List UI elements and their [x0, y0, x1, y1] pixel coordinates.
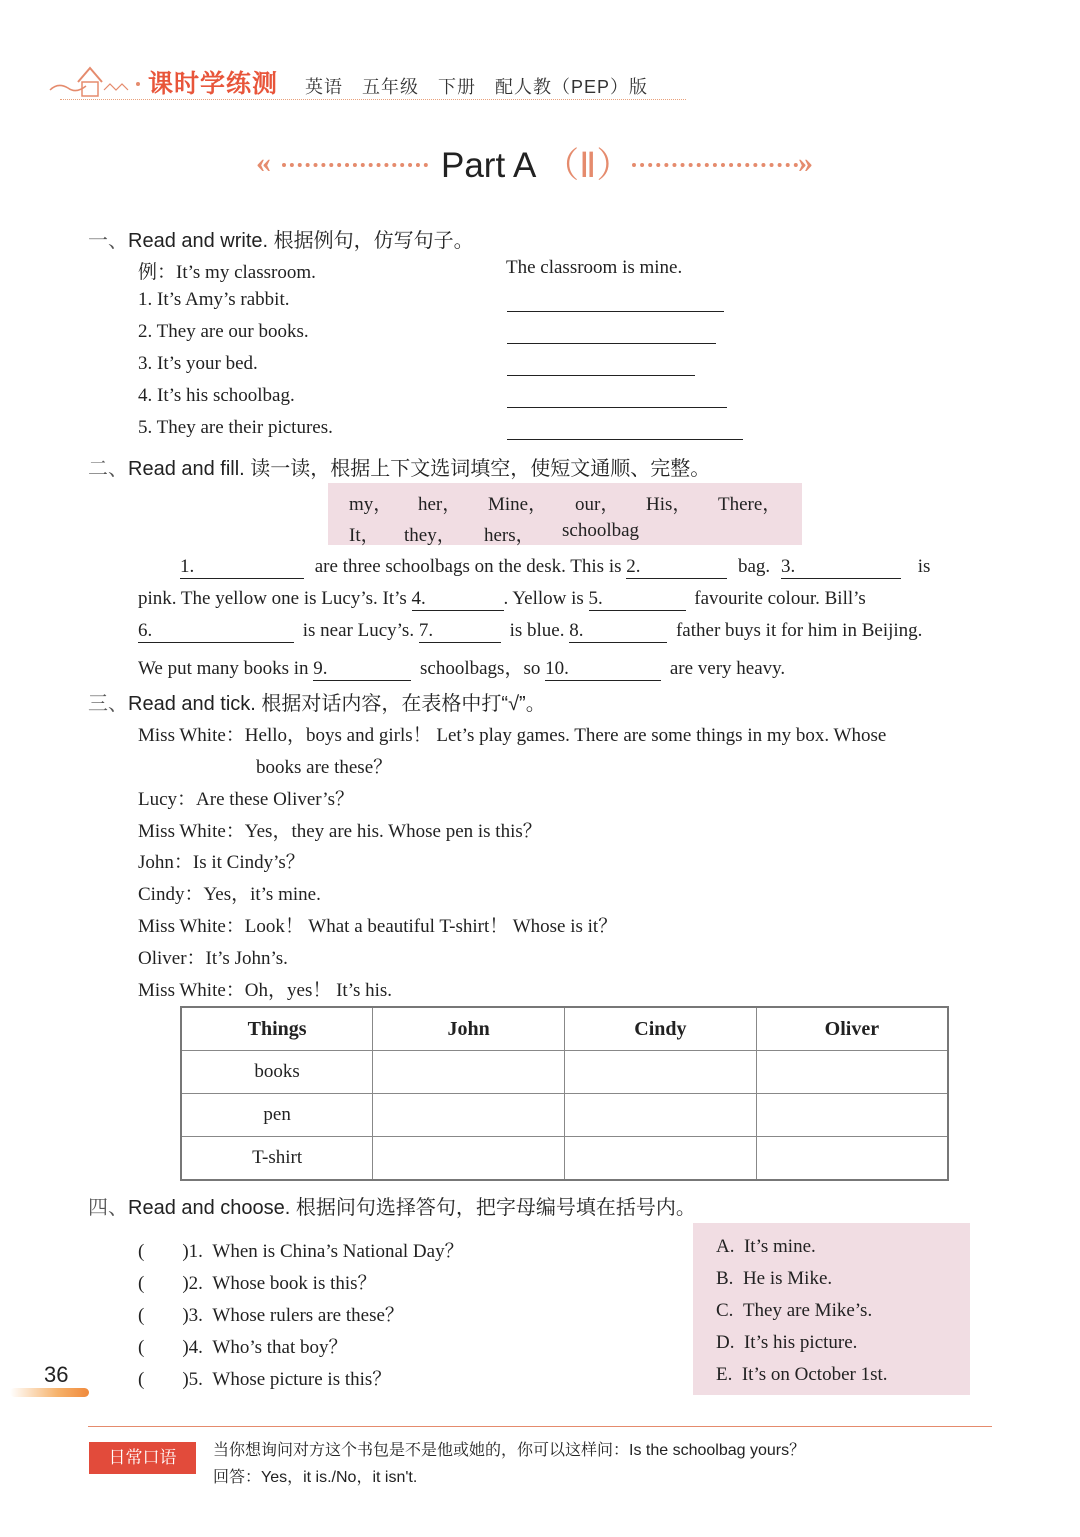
brand-title: 课时学练测	[148, 70, 279, 98]
question-item: ( )1. When is China’s National Day？	[138, 1241, 464, 1262]
row-label: pen	[181, 1094, 373, 1137]
tick-cell[interactable]	[565, 1137, 757, 1181]
section1-heading: 一、Read and write. 根据例句，仿写句子。	[88, 230, 474, 252]
answer-blank[interactable]	[507, 343, 716, 344]
table-row	[181, 1051, 948, 1094]
section2-heading: 二、Read and fill. 读一读，根据上下文选词填空，使短文通顺、完整。	[88, 458, 711, 480]
answer-bracket[interactable]: ( )	[138, 1305, 189, 1326]
title-dots-left	[282, 163, 428, 167]
footer-divider	[88, 1426, 992, 1427]
word-option: Mine，	[488, 494, 548, 515]
answer-option: A. It’s mine.	[716, 1236, 816, 1257]
dialogue-line: books are these？	[256, 757, 393, 778]
dialogue-line: Miss White：Oh，yes！ It’s his.	[138, 980, 393, 1001]
tick-cell[interactable]	[565, 1051, 757, 1094]
answer-option: E. It’s on October 1st.	[716, 1364, 888, 1385]
tick-table	[180, 1006, 949, 1181]
tick-cell[interactable]	[565, 1094, 757, 1137]
tick-cell[interactable]	[756, 1051, 948, 1094]
chevron-left-icon: «	[256, 146, 271, 179]
blank-10[interactable]: 10.	[545, 658, 661, 681]
table-header: John	[373, 1007, 565, 1051]
dialogue-line: Miss White：Hello，boys and girls！ Let’s play games. There are some things in my box. Whose	[138, 725, 887, 746]
answer-blank[interactable]	[507, 311, 724, 312]
page-number: 36	[44, 1362, 69, 1387]
tick-cell[interactable]	[756, 1094, 948, 1137]
blank-7[interactable]: 7.	[419, 620, 501, 643]
word-option: her，	[418, 494, 462, 515]
blank-8[interactable]: 8.	[569, 620, 667, 643]
list-item: 2. They are our books.	[138, 321, 309, 342]
list-item: 3. It’s your bed.	[138, 353, 258, 374]
page-title: Part A （Ⅱ）	[441, 146, 632, 185]
blank-1[interactable]: 1.	[180, 556, 304, 579]
row-label: books	[181, 1051, 373, 1094]
table-header: Cindy	[565, 1007, 757, 1051]
word-option: our，	[575, 494, 620, 515]
table-header: Oliver	[756, 1007, 948, 1051]
word-option: my，	[349, 494, 393, 515]
tick-cell[interactable]	[373, 1094, 565, 1137]
tick-cell[interactable]	[373, 1137, 565, 1181]
blank-2[interactable]: 2.	[626, 556, 727, 579]
answer-blank[interactable]	[507, 439, 743, 440]
house-logo-icon	[48, 60, 143, 102]
dialogue-line: Miss White：Look！ What a beautiful T-shirt！ Whose is it？	[138, 916, 618, 937]
blank-3[interactable]: 3.	[781, 556, 901, 579]
title-dots-right	[632, 163, 798, 167]
footer-tip: 当你想询问对方这个书包是不是他或她的，你可以这样问：Is the schoolbag yours？	[213, 1442, 806, 1459]
dialogue-line: Cindy：Yes，it’s mine.	[138, 884, 321, 905]
word-option: hers，	[484, 525, 535, 546]
dialogue-line: John：Is it Cindy’s？	[138, 852, 305, 873]
answer-bracket[interactable]: ( )	[138, 1273, 189, 1294]
answer-bracket[interactable]: ( )	[138, 1337, 189, 1358]
word-option: they，	[404, 525, 456, 546]
chevron-right-icon: »	[798, 146, 813, 179]
tick-cell[interactable]	[756, 1137, 948, 1181]
row-label: T-shirt	[181, 1137, 373, 1181]
section3-heading: 三、Read and tick. 根据对话内容，在表格中打“√”。	[88, 693, 546, 715]
blank-4[interactable]: 4.	[412, 588, 504, 611]
answer-option: D. It’s his picture.	[716, 1332, 858, 1353]
blank-5[interactable]: 5.	[589, 588, 686, 611]
table-header: Things	[181, 1007, 373, 1051]
word-option: schoolbag	[562, 520, 640, 541]
answer-bracket[interactable]: ( )	[138, 1241, 189, 1262]
footer-tag: 日常口语	[89, 1442, 196, 1474]
list-item: 1. It’s Amy’s rabbit.	[138, 289, 290, 310]
tick-cell[interactable]	[373, 1051, 565, 1094]
answer-option: C. They are Mike’s.	[716, 1300, 873, 1321]
header-divider	[60, 99, 686, 100]
blank-6[interactable]: 6.	[138, 620, 294, 643]
question-item: ( )2. Whose book is this？	[138, 1273, 377, 1294]
answer-blank[interactable]	[507, 375, 695, 376]
blank-9[interactable]: 9.	[313, 658, 411, 681]
footer-reply: 回答：Yes，it is./No，it isn't.	[213, 1469, 418, 1486]
question-item: ( )4. Who’s that boy？	[138, 1337, 348, 1358]
passage-line-3: 6. is near Lucy’s. 7. is blue. 8. father buys it for him in Beijing.	[138, 620, 923, 641]
list-item: 5. They are their pictures.	[138, 417, 333, 438]
example-answer: The classroom is mine.	[506, 257, 683, 278]
passage-line-4: We put many books in 9. schoolbags，so 10. are very heavy.	[138, 658, 786, 679]
example-question: 例：It’s my classroom.	[138, 262, 316, 283]
section4-heading: 四、Read and choose. 根据问句选择答句，把字母编号填在括号内。	[88, 1197, 696, 1219]
dialogue-line: Lucy：Are these Oliver’s？	[138, 789, 354, 810]
passage-line-1: 1. are three schoolbags on the desk. This is 2. bag. 3. is	[180, 556, 931, 577]
answer-blank[interactable]	[507, 407, 727, 408]
passage-line-2: pink. The yellow one is Lucy’s. It’s 4. . Yellow is 5. favourite colour. Bill’s	[138, 588, 866, 609]
answer-bracket[interactable]: ( )	[138, 1369, 189, 1390]
table-row	[181, 1137, 948, 1181]
word-option: It，	[349, 525, 380, 546]
list-item: 4. It’s his schoolbag.	[138, 385, 295, 406]
book-info: 英语 五年级 下册 配人教（PEP）版	[305, 77, 649, 97]
page-number-bar	[10, 1388, 89, 1397]
answer-option: B. He is Mike.	[716, 1268, 833, 1289]
table-row	[181, 1094, 948, 1137]
dialogue-line: Miss White：Yes，they are his. Whose pen is this？	[138, 821, 542, 842]
question-item: ( )3. Whose rulers are these？	[138, 1305, 404, 1326]
word-option: His，	[646, 494, 692, 515]
question-item: ( )5. Whose picture is this？	[138, 1369, 392, 1390]
dialogue-line: Oliver：It’s John’s.	[138, 948, 288, 969]
word-option: There，	[718, 494, 782, 515]
